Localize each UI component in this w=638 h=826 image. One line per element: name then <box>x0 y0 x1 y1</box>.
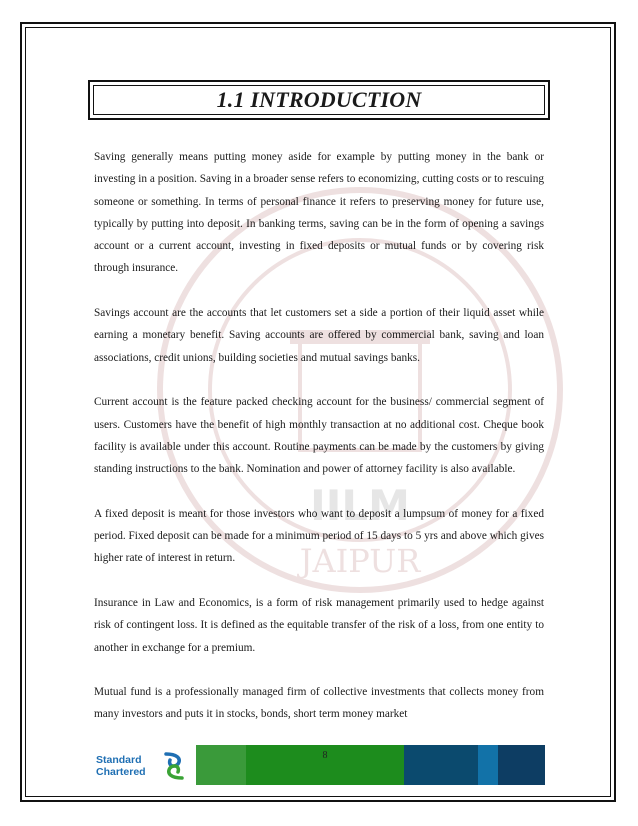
logo-text <box>96 754 146 778</box>
paragraph-insurance: Insurance in Law and Economics, is a form of risk management primarily used to hedge against risk of contingent loss. It is defined as the equitable transfer of the risk of a loss, from one entity to another in exchange for a premium. <box>94 596 544 654</box>
standard-chartered-mark-icon <box>162 752 186 780</box>
footer-green-block <box>246 745 404 785</box>
page-title: 1.1 INTRODUCTION <box>216 87 422 112</box>
watermark-text: IILM <box>310 481 410 530</box>
watermark-bottom-text: JAIPUR <box>299 542 421 580</box>
paragraph-saving: Saving generally means putting money aside for example by putting money in the bank or investing in a position. Saving in a broader sense refers to economizing, cutting costs or to rescuing someone or something. In terms of personal finance it refers to preserving money for future use, typically by putting into deposit. In banking terms, saving can be in the form of opening a savings account or a current account, investing in fixed deposits or mutual funds or by covering risk through insurance. <box>94 151 544 275</box>
footer-navy-block <box>498 745 545 785</box>
paragraph-fixed-deposit: A fixed deposit is meant for those investors who want to deposit a lumpsum of money for a fixed period. Fixed deposit can be made for a minimum period of 15 days to 5 yrs and above which gives higher rate of interest in return. <box>94 507 544 565</box>
page-number: 8 <box>322 750 328 761</box>
paragraph-savings-account: Savings account are the accounts that let customers set a side a portion of their liquid asset while earning a monetary benefit. Saving accounts are offered by commercial bank, saving and loan associations, credit unions, building societies and mutual savings banks. <box>94 307 544 364</box>
standard-chartered-logo <box>92 745 196 785</box>
logo-line2: Chartered <box>96 766 146 778</box>
footer-dark-blue-block <box>404 745 478 785</box>
paragraph-current-account: Current account is the feature packed checking account for the business/ commercial segment of users. Customers have the benefit of high monthly transaction at no additional cost. Cheque book facility is available under this account. Routine payments can be made by the customers by giving standing instructions to the bank. Nomination and power of attorney facility is also available. <box>94 396 544 476</box>
footer-blue-block <box>478 745 498 785</box>
footer-bar <box>92 745 545 785</box>
body-text <box>94 146 544 748</box>
footer-green-light-block <box>196 745 246 785</box>
title-box <box>88 80 550 120</box>
paragraph-mutual-fund: Mutual fund is a professionally managed firm of collective investments that collects money from many investors and puts it in stocks, bonds, short term money market <box>94 686 544 721</box>
logo-line1: Standard <box>96 754 142 766</box>
